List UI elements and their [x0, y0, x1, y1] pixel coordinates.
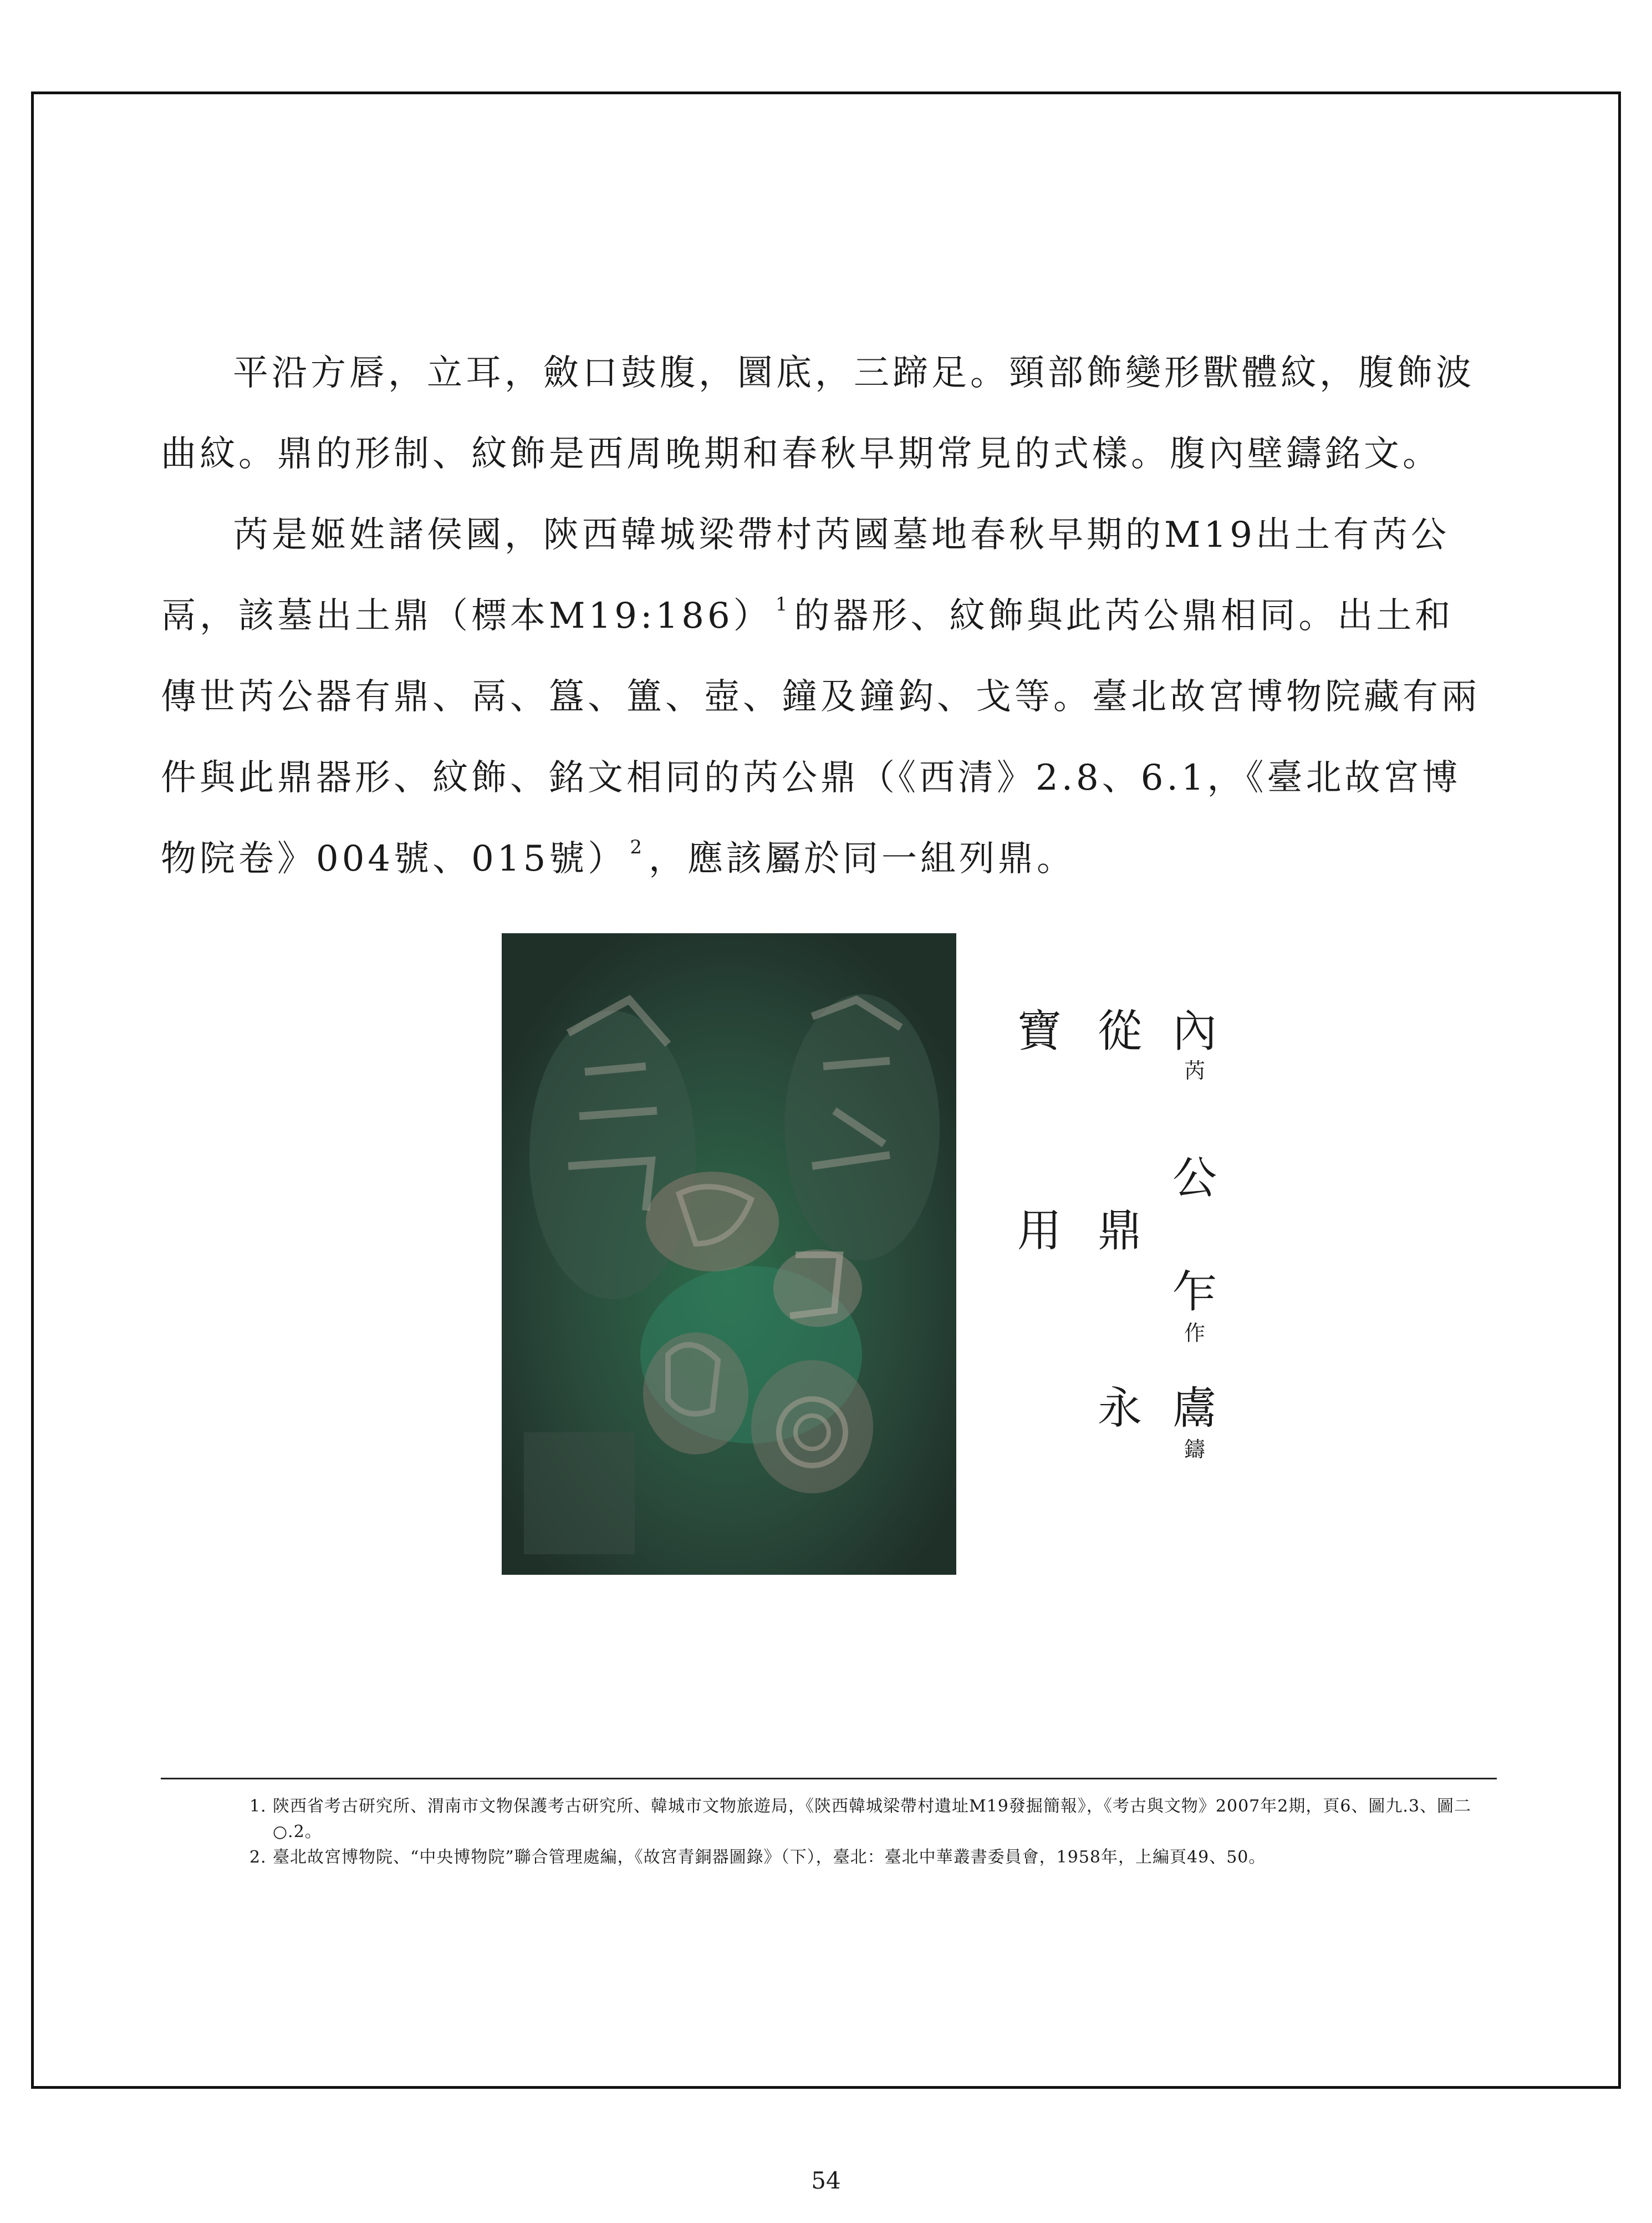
glyph-gong: 公 — [1172, 1152, 1217, 1204]
paragraph-description: 平沿方唇，立耳，斂口鼓腹，圜底，三蹄足。頸部飾變形獸體紋，腹飾波曲紋。鼎的形制、紋飾是西周晚期和春秋早期常見的式樣。腹內壁鑄銘文。 — [161, 353, 1475, 475]
footnote-number: 1. — [249, 1797, 267, 1816]
page-number: 54 — [811, 2167, 841, 2194]
glyph-cong: 從 — [1098, 1005, 1142, 1057]
gloss-zhu: 鑄 — [1184, 1437, 1205, 1462]
glyph-yong-forever: 永 — [1098, 1382, 1142, 1434]
footnote-text: 臺北故宮博物院、“中央博物院”聯合管理處編，《故宮青銅器圖錄》（下），臺北：臺北中華叢書委員會，1958年，上編頁49、50。 — [273, 1848, 1266, 1867]
paragraph-history-part3: ，應該屬於同一組列鼎。 — [648, 838, 1075, 879]
paragraph-history-part1: 芮是姬姓諸侯國，陝西韓城梁帶村芮國墓地春秋早期的M19出土有芮公鬲，該墓出土鼎（標本M19:186） — [161, 515, 1450, 637]
body-text — [161, 333, 1491, 899]
glyph-zha: 乍 — [1172, 1266, 1217, 1317]
glyph-ding: 鼎 — [1098, 1205, 1142, 1257]
footnote-1 — [249, 1794, 1491, 1845]
bronze-texture — [502, 933, 956, 1575]
paragraph-history — [161, 495, 1491, 899]
footnote-ref-1: 1 — [775, 593, 791, 616]
glyph-yong-use: 用 — [1017, 1205, 1062, 1257]
glyph-zhu: 鬳 — [1172, 1382, 1217, 1434]
footnote-number: 2. — [249, 1848, 267, 1867]
glyph-bao: 寶 — [1017, 1005, 1062, 1057]
footnote-divider — [161, 1778, 1497, 1779]
footnotes — [249, 1794, 1491, 1870]
gloss-zuo: 作 — [1184, 1321, 1205, 1345]
paragraph-history-part2: 的器形、紋飾與此芮公鼎相同。出土和傳世芮公器有鼎、鬲、簋、簠、壺、鐘及鐘鈎、戈等。臺北故宮博物院藏有兩件與此鼎器形、紋飾、銘文相同的芮公鼎（《西清》2.8、6.1，《臺北故宮博物院卷》004號、015號） — [161, 596, 1480, 879]
inscription-photo — [502, 933, 956, 1575]
footnote-text: 陝西省考古研究所、渭南市文物保護考古研究所、韓城市文物旅遊局，《陝西韓城梁帶村遺址M19發掘簡報》，《考古與文物》2007年2期，頁6、圖九.3、圖二○.2。 — [273, 1797, 1472, 1842]
gloss-rui: 芮 — [1184, 1059, 1205, 1083]
footnote-2 — [249, 1845, 1491, 1870]
glyph-nei: 內 — [1172, 1005, 1217, 1057]
footnote-ref-2: 2 — [630, 836, 645, 859]
